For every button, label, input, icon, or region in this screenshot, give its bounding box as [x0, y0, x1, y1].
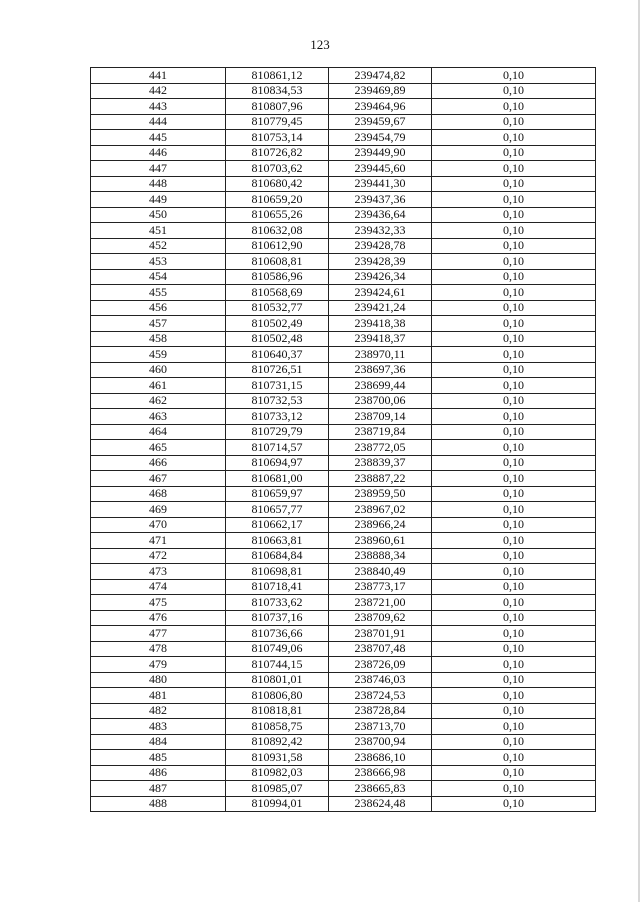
y-coordinate-cell: 239469,89: [329, 83, 432, 99]
table-row: [91, 750, 596, 766]
x-coordinate-cell: 810892,42: [226, 734, 329, 750]
error-value-cell: 0,10: [432, 207, 596, 223]
table-row: [91, 161, 596, 177]
error-value-cell: 0,10: [432, 455, 596, 471]
point-number-cell: 454: [91, 269, 226, 285]
table-row: [91, 781, 596, 797]
error-value-cell: 0,10: [432, 300, 596, 316]
x-coordinate-cell: 810680,42: [226, 176, 329, 192]
table-row: [91, 393, 596, 409]
point-number-cell: 468: [91, 486, 226, 502]
table-row: [91, 207, 596, 223]
x-coordinate-cell: 810657,77: [226, 502, 329, 518]
y-coordinate-cell: 238701,91: [329, 626, 432, 642]
table-row: [91, 269, 596, 285]
x-coordinate-cell: 810714,57: [226, 440, 329, 456]
point-number-cell: 474: [91, 579, 226, 595]
table-row: [91, 502, 596, 518]
x-coordinate-cell: 810663,81: [226, 533, 329, 549]
point-number-cell: 475: [91, 595, 226, 611]
error-value-cell: 0,10: [432, 161, 596, 177]
y-coordinate-cell: 238707,48: [329, 641, 432, 657]
x-coordinate-cell: 810640,37: [226, 347, 329, 363]
x-coordinate-cell: 810806,80: [226, 688, 329, 704]
error-value-cell: 0,10: [432, 688, 596, 704]
x-coordinate-cell: 810729,79: [226, 424, 329, 440]
error-value-cell: 0,10: [432, 409, 596, 425]
error-value-cell: 0,10: [432, 517, 596, 533]
x-coordinate-cell: 810858,75: [226, 719, 329, 735]
point-number-cell: 470: [91, 517, 226, 533]
error-value-cell: 0,10: [432, 223, 596, 239]
error-value-cell: 0,10: [432, 548, 596, 564]
error-value-cell: 0,10: [432, 176, 596, 192]
coordinates-table-body: [91, 68, 596, 812]
table-row: [91, 378, 596, 394]
point-number-cell: 455: [91, 285, 226, 301]
point-number-cell: 461: [91, 378, 226, 394]
y-coordinate-cell: 239418,38: [329, 316, 432, 332]
error-value-cell: 0,10: [432, 393, 596, 409]
point-number-cell: 448: [91, 176, 226, 192]
table-row: [91, 300, 596, 316]
y-coordinate-cell: 238665,83: [329, 781, 432, 797]
x-coordinate-cell: 810985,07: [226, 781, 329, 797]
x-coordinate-cell: 810834,53: [226, 83, 329, 99]
table-row: [91, 734, 596, 750]
x-coordinate-cell: 810807,96: [226, 99, 329, 115]
x-coordinate-cell: 810662,17: [226, 517, 329, 533]
y-coordinate-cell: 238773,17: [329, 579, 432, 595]
table-row: [91, 688, 596, 704]
error-value-cell: 0,10: [432, 502, 596, 518]
table-row: [91, 796, 596, 812]
table-row: [91, 703, 596, 719]
page-number: 123: [310, 37, 330, 52]
y-coordinate-cell: 238721,00: [329, 595, 432, 611]
y-coordinate-cell: 239464,96: [329, 99, 432, 115]
y-coordinate-cell: 239426,34: [329, 269, 432, 285]
x-coordinate-cell: 810608,81: [226, 254, 329, 270]
y-coordinate-cell: 238724,53: [329, 688, 432, 704]
error-value-cell: 0,10: [432, 719, 596, 735]
y-coordinate-cell: 238726,09: [329, 657, 432, 673]
error-value-cell: 0,10: [432, 486, 596, 502]
x-coordinate-cell: 810731,15: [226, 378, 329, 394]
x-coordinate-cell: 810994,01: [226, 796, 329, 812]
table-row: [91, 765, 596, 781]
error-value-cell: 0,10: [432, 254, 596, 270]
point-number-cell: 488: [91, 796, 226, 812]
point-number-cell: 446: [91, 145, 226, 161]
point-number-cell: 483: [91, 719, 226, 735]
x-coordinate-cell: 810718,41: [226, 579, 329, 595]
point-number-cell: 442: [91, 83, 226, 99]
y-coordinate-cell: 238772,05: [329, 440, 432, 456]
error-value-cell: 0,10: [432, 378, 596, 394]
point-number-cell: 469: [91, 502, 226, 518]
x-coordinate-cell: 810698,81: [226, 564, 329, 580]
error-value-cell: 0,10: [432, 533, 596, 549]
table-row: [91, 114, 596, 130]
table-row: [91, 440, 596, 456]
point-number-cell: 451: [91, 223, 226, 239]
error-value-cell: 0,10: [432, 68, 596, 84]
table-row: [91, 331, 596, 347]
point-number-cell: 443: [91, 99, 226, 115]
error-value-cell: 0,10: [432, 626, 596, 642]
error-value-cell: 0,10: [432, 269, 596, 285]
x-coordinate-cell: 810861,12: [226, 68, 329, 84]
point-number-cell: 458: [91, 331, 226, 347]
y-coordinate-cell: 238966,24: [329, 517, 432, 533]
y-coordinate-cell: 238887,22: [329, 471, 432, 487]
y-coordinate-cell: 238697,36: [329, 362, 432, 378]
table-row: [91, 254, 596, 270]
error-value-cell: 0,10: [432, 285, 596, 301]
point-number-cell: 472: [91, 548, 226, 564]
y-coordinate-cell: 238666,98: [329, 765, 432, 781]
error-value-cell: 0,10: [432, 610, 596, 626]
x-coordinate-cell: 810655,26: [226, 207, 329, 223]
point-number-cell: 471: [91, 533, 226, 549]
y-coordinate-cell: 238709,14: [329, 409, 432, 425]
point-number-cell: 465: [91, 440, 226, 456]
y-coordinate-cell: 238709,62: [329, 610, 432, 626]
x-coordinate-cell: 810818,81: [226, 703, 329, 719]
error-value-cell: 0,10: [432, 672, 596, 688]
x-coordinate-cell: 810801,01: [226, 672, 329, 688]
table-row: [91, 424, 596, 440]
table-row: [91, 130, 596, 146]
table-row: [91, 285, 596, 301]
error-value-cell: 0,10: [432, 641, 596, 657]
table-row: [91, 672, 596, 688]
y-coordinate-cell: 238840,49: [329, 564, 432, 580]
y-coordinate-cell: 238686,10: [329, 750, 432, 766]
point-number-cell: 487: [91, 781, 226, 797]
point-number-cell: 479: [91, 657, 226, 673]
y-coordinate-cell: 239421,24: [329, 300, 432, 316]
x-coordinate-cell: 810684,84: [226, 548, 329, 564]
y-coordinate-cell: 239432,33: [329, 223, 432, 239]
x-coordinate-cell: 810586,96: [226, 269, 329, 285]
y-coordinate-cell: 238624,48: [329, 796, 432, 812]
table-row: [91, 657, 596, 673]
y-coordinate-cell: 238746,03: [329, 672, 432, 688]
x-coordinate-cell: 810568,69: [226, 285, 329, 301]
point-number-cell: 476: [91, 610, 226, 626]
x-coordinate-cell: 810532,77: [226, 300, 329, 316]
error-value-cell: 0,10: [432, 316, 596, 332]
table-row: [91, 626, 596, 642]
y-coordinate-cell: 239449,90: [329, 145, 432, 161]
point-number-cell: 486: [91, 765, 226, 781]
point-number-cell: 478: [91, 641, 226, 657]
point-number-cell: 441: [91, 68, 226, 84]
table-row: [91, 409, 596, 425]
table-row: [91, 486, 596, 502]
x-coordinate-cell: 810612,90: [226, 238, 329, 254]
error-value-cell: 0,10: [432, 83, 596, 99]
point-number-cell: 449: [91, 192, 226, 208]
point-number-cell: 444: [91, 114, 226, 130]
error-value-cell: 0,10: [432, 703, 596, 719]
error-value-cell: 0,10: [432, 114, 596, 130]
table-row: [91, 579, 596, 595]
x-coordinate-cell: 810659,20: [226, 192, 329, 208]
point-number-cell: 480: [91, 672, 226, 688]
error-value-cell: 0,10: [432, 564, 596, 580]
table-row: [91, 347, 596, 363]
y-coordinate-cell: 238960,61: [329, 533, 432, 549]
y-coordinate-cell: 239424,61: [329, 285, 432, 301]
error-value-cell: 0,10: [432, 362, 596, 378]
x-coordinate-cell: 810703,62: [226, 161, 329, 177]
point-number-cell: 477: [91, 626, 226, 642]
y-coordinate-cell: 238970,11: [329, 347, 432, 363]
error-value-cell: 0,10: [432, 765, 596, 781]
table-row: [91, 641, 596, 657]
error-value-cell: 0,10: [432, 145, 596, 161]
error-value-cell: 0,10: [432, 781, 596, 797]
x-coordinate-cell: 810737,16: [226, 610, 329, 626]
y-coordinate-cell: 238728,84: [329, 703, 432, 719]
x-coordinate-cell: 810502,49: [226, 316, 329, 332]
table-row: [91, 99, 596, 115]
error-value-cell: 0,10: [432, 238, 596, 254]
point-number-cell: 484: [91, 734, 226, 750]
x-coordinate-cell: 810744,15: [226, 657, 329, 673]
error-value-cell: 0,10: [432, 595, 596, 611]
x-coordinate-cell: 810733,12: [226, 409, 329, 425]
y-coordinate-cell: 239418,37: [329, 331, 432, 347]
table-row: [91, 595, 596, 611]
error-value-cell: 0,10: [432, 657, 596, 673]
y-coordinate-cell: 239474,82: [329, 68, 432, 84]
table-row: [91, 533, 596, 549]
table-row: [91, 362, 596, 378]
y-coordinate-cell: 238719,84: [329, 424, 432, 440]
x-coordinate-cell: 810732,53: [226, 393, 329, 409]
error-value-cell: 0,10: [432, 347, 596, 363]
table-row: [91, 455, 596, 471]
y-coordinate-cell: 239436,64: [329, 207, 432, 223]
y-coordinate-cell: 238700,06: [329, 393, 432, 409]
table-row: [91, 68, 596, 84]
point-number-cell: 450: [91, 207, 226, 223]
point-number-cell: 481: [91, 688, 226, 704]
x-coordinate-cell: 810726,82: [226, 145, 329, 161]
x-coordinate-cell: 810736,66: [226, 626, 329, 642]
table-row: [91, 83, 596, 99]
y-coordinate-cell: 238700,94: [329, 734, 432, 750]
y-coordinate-cell: 239445,60: [329, 161, 432, 177]
error-value-cell: 0,10: [432, 99, 596, 115]
point-number-cell: 462: [91, 393, 226, 409]
table-row: [91, 564, 596, 580]
table-row: [91, 610, 596, 626]
x-coordinate-cell: 810502,48: [226, 331, 329, 347]
point-number-cell: 447: [91, 161, 226, 177]
y-coordinate-cell: 239441,30: [329, 176, 432, 192]
x-coordinate-cell: 810982,03: [226, 765, 329, 781]
point-number-cell: 459: [91, 347, 226, 363]
y-coordinate-cell: 238839,37: [329, 455, 432, 471]
x-coordinate-cell: 810779,45: [226, 114, 329, 130]
error-value-cell: 0,10: [432, 130, 596, 146]
point-number-cell: 463: [91, 409, 226, 425]
y-coordinate-cell: 238967,02: [329, 502, 432, 518]
x-coordinate-cell: 810749,06: [226, 641, 329, 657]
y-coordinate-cell: 238888,34: [329, 548, 432, 564]
y-coordinate-cell: 239437,36: [329, 192, 432, 208]
error-value-cell: 0,10: [432, 192, 596, 208]
x-coordinate-cell: 810659,97: [226, 486, 329, 502]
y-coordinate-cell: 238713,70: [329, 719, 432, 735]
x-coordinate-cell: 810733,62: [226, 595, 329, 611]
table-row: [91, 548, 596, 564]
point-number-cell: 453: [91, 254, 226, 270]
table-row: [91, 316, 596, 332]
point-number-cell: 467: [91, 471, 226, 487]
error-value-cell: 0,10: [432, 331, 596, 347]
point-number-cell: 482: [91, 703, 226, 719]
x-coordinate-cell: 810753,14: [226, 130, 329, 146]
error-value-cell: 0,10: [432, 579, 596, 595]
table-row: [91, 145, 596, 161]
table-row: [91, 176, 596, 192]
point-number-cell: 473: [91, 564, 226, 580]
y-coordinate-cell: 239428,78: [329, 238, 432, 254]
y-coordinate-cell: 239459,67: [329, 114, 432, 130]
x-coordinate-cell: 810632,08: [226, 223, 329, 239]
point-number-cell: 464: [91, 424, 226, 440]
y-coordinate-cell: 238699,44: [329, 378, 432, 394]
point-number-cell: 460: [91, 362, 226, 378]
error-value-cell: 0,10: [432, 424, 596, 440]
error-value-cell: 0,10: [432, 440, 596, 456]
coordinates-table: [90, 67, 596, 812]
point-number-cell: 456: [91, 300, 226, 316]
y-coordinate-cell: 238959,50: [329, 486, 432, 502]
point-number-cell: 466: [91, 455, 226, 471]
x-coordinate-cell: 810694,97: [226, 455, 329, 471]
x-coordinate-cell: 810726,51: [226, 362, 329, 378]
point-number-cell: 445: [91, 130, 226, 146]
point-number-cell: 457: [91, 316, 226, 332]
point-number-cell: 452: [91, 238, 226, 254]
y-coordinate-cell: 239454,79: [329, 130, 432, 146]
point-number-cell: 485: [91, 750, 226, 766]
x-coordinate-cell: 810681,00: [226, 471, 329, 487]
error-value-cell: 0,10: [432, 750, 596, 766]
error-value-cell: 0,10: [432, 796, 596, 812]
table-row: [91, 223, 596, 239]
table-row: [91, 192, 596, 208]
x-coordinate-cell: 810931,58: [226, 750, 329, 766]
y-coordinate-cell: 239428,39: [329, 254, 432, 270]
table-row: [91, 719, 596, 735]
error-value-cell: 0,10: [432, 734, 596, 750]
table-row: [91, 517, 596, 533]
error-value-cell: 0,10: [432, 471, 596, 487]
table-row: [91, 471, 596, 487]
table-row: [91, 238, 596, 254]
